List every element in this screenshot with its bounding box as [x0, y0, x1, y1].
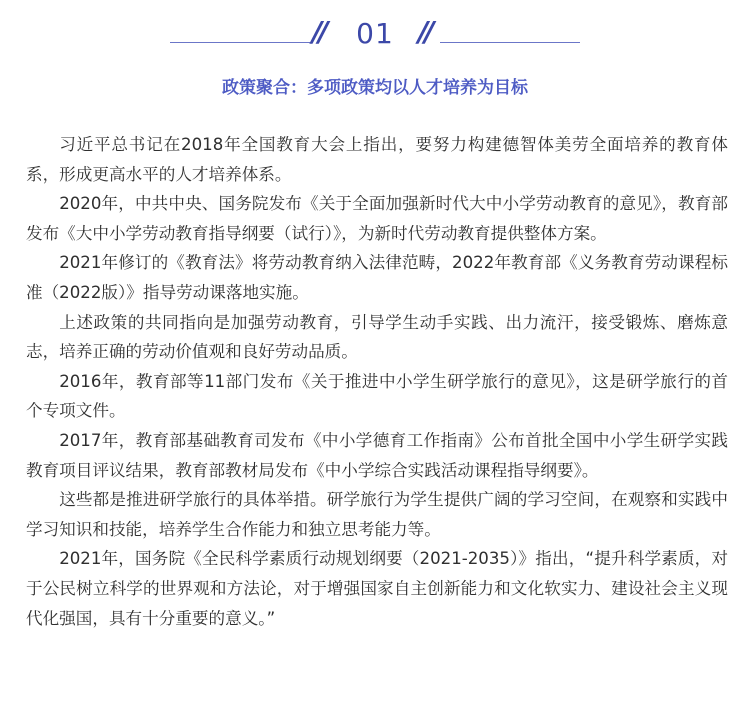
paragraph-1: 习近平总书记在2018年全国教育大会上指出，要努力构建德智体美劳全面培养的教育体系，形成更高水平的人才培养体系。: [26, 135, 728, 184]
right-divider-line: [440, 42, 580, 43]
article-body: [26, 130, 728, 633]
right-slash-decoration: //: [418, 15, 431, 48]
paragraph-7: 这些都是推进研学旅行的具体举措。研学旅行为学生提供广阔的学习空间，在观察和实践中学习知识和技能，培养学生合作能力和独立思考能力等。: [26, 490, 728, 539]
paragraph-4: 上述政策的共同指向是加强劳动教育，引导学生动手实践、出力流汗，接受锻炼、磨炼意志，培养正确的劳动价值观和良好劳动品质。: [26, 312, 728, 362]
paragraph-6: 2017年，教育部基础教育司发布《中小学德育工作指南》公布首批全国中小学生研学实践教育项目评议结果，教育部教材局发布《中小学综合实践活动课程指导纲要》。: [26, 430, 728, 480]
paragraph-2: 2020年，中共中央、国务院发布《关于全面加强新时代大中小学劳动教育的意见》，教育部发布《大中小学劳动教育指导纲要（试行）》，为新时代劳动教育提供整体方案。: [26, 194, 728, 243]
left-slash-decoration: //: [312, 15, 325, 48]
paragraph-8: 2021年，国务院《全民科学素质行动规划纲要（2021-2035）》指出，“提升科学素质，对于公民树立科学的世界观和方法论，对于增强国家自主创新能力和文化软实力、建设社会主义现代化强国，具有十分重要的意义。”: [26, 549, 728, 628]
section-header: [0, 12, 750, 56]
section-subtitle: 政策聚合：多项政策均以人才培养为目标: [222, 78, 528, 98]
section-number: 01: [356, 17, 394, 50]
left-divider-line: [170, 42, 310, 43]
paragraph-3: 2021年修订的《教育法》将劳动教育纳入法律范畴，2022年教育部《义务教育劳动课程标准（2022版）》指导劳动课落地实施。: [26, 253, 728, 302]
paragraph-5: 2016年，教育部等11部门发布《关于推进中小学生研学旅行的意见》，这是研学旅行的首个专项文件。: [26, 371, 728, 421]
